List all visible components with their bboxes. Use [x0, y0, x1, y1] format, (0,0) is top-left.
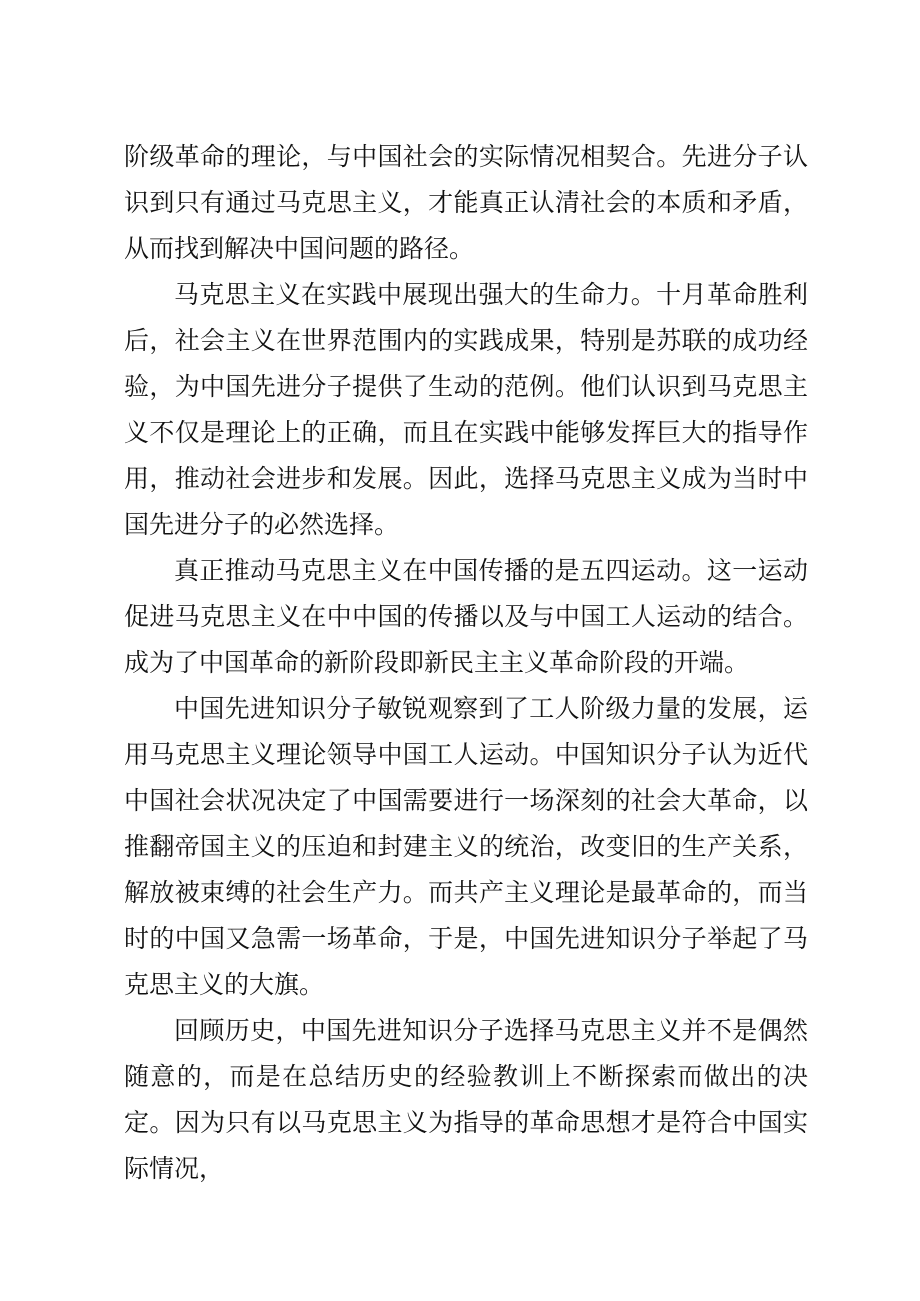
paragraph-5: 回顾历史，中国先进知识分子选择马克思主义并不是偶然随意的，而是在总结历史的经验教训上不断探索而做出的决定。因为只有以马克思主义为指导的革命思想才是符合中国实际情况，	[124, 1016, 808, 1183]
paragraph-4: 中国先进知识分子敏锐观察到了工人阶级力量的发展，运用马克思主义理论领导中国工人运动。中国知识分子认为近代中国社会状况决定了中国需要进行一场深刻的社会大革命，以推翻帝国主义的压迫和封建主义的统治，改变旧的生产关系，解放被束缚的社会生产力。而共产主义理论是最革命的，而当时的中国又急需一场革命，于是，中国先进知识分子举起了马克思主义的大旗。	[124, 694, 808, 999]
paragraph-3: 真正推动马克思主义在中国传播的是五四运动。这一运动促进马克思主义在中中国的传播以及与中国工人运动的结合。成为了中国革命的新阶段即新民主主义革命阶段的开端。	[124, 556, 808, 677]
paragraph-1: 阶级革命的理论，与中国社会的实际情况相契合。先进分子认识到只有通过马克思主义，才能真正认清社会的本质和矛盾，从而找到解决中国问题的路径。	[124, 142, 808, 263]
paragraph-2: 马克思主义在实践中展现出强大的生命力。十月革命胜利后，社会主义在世界范围内的实践成果，特别是苏联的成功经验，为中国先进分子提供了生动的范例。他们认识到马克思主义不仅是理论上的正确，而且在实践中能够发挥巨大的指导作用，推动社会进步和发展。因此，选择马克思主义成为当时中国先进分子的必然选择。	[124, 280, 808, 539]
document-body	[124, 134, 808, 1192]
